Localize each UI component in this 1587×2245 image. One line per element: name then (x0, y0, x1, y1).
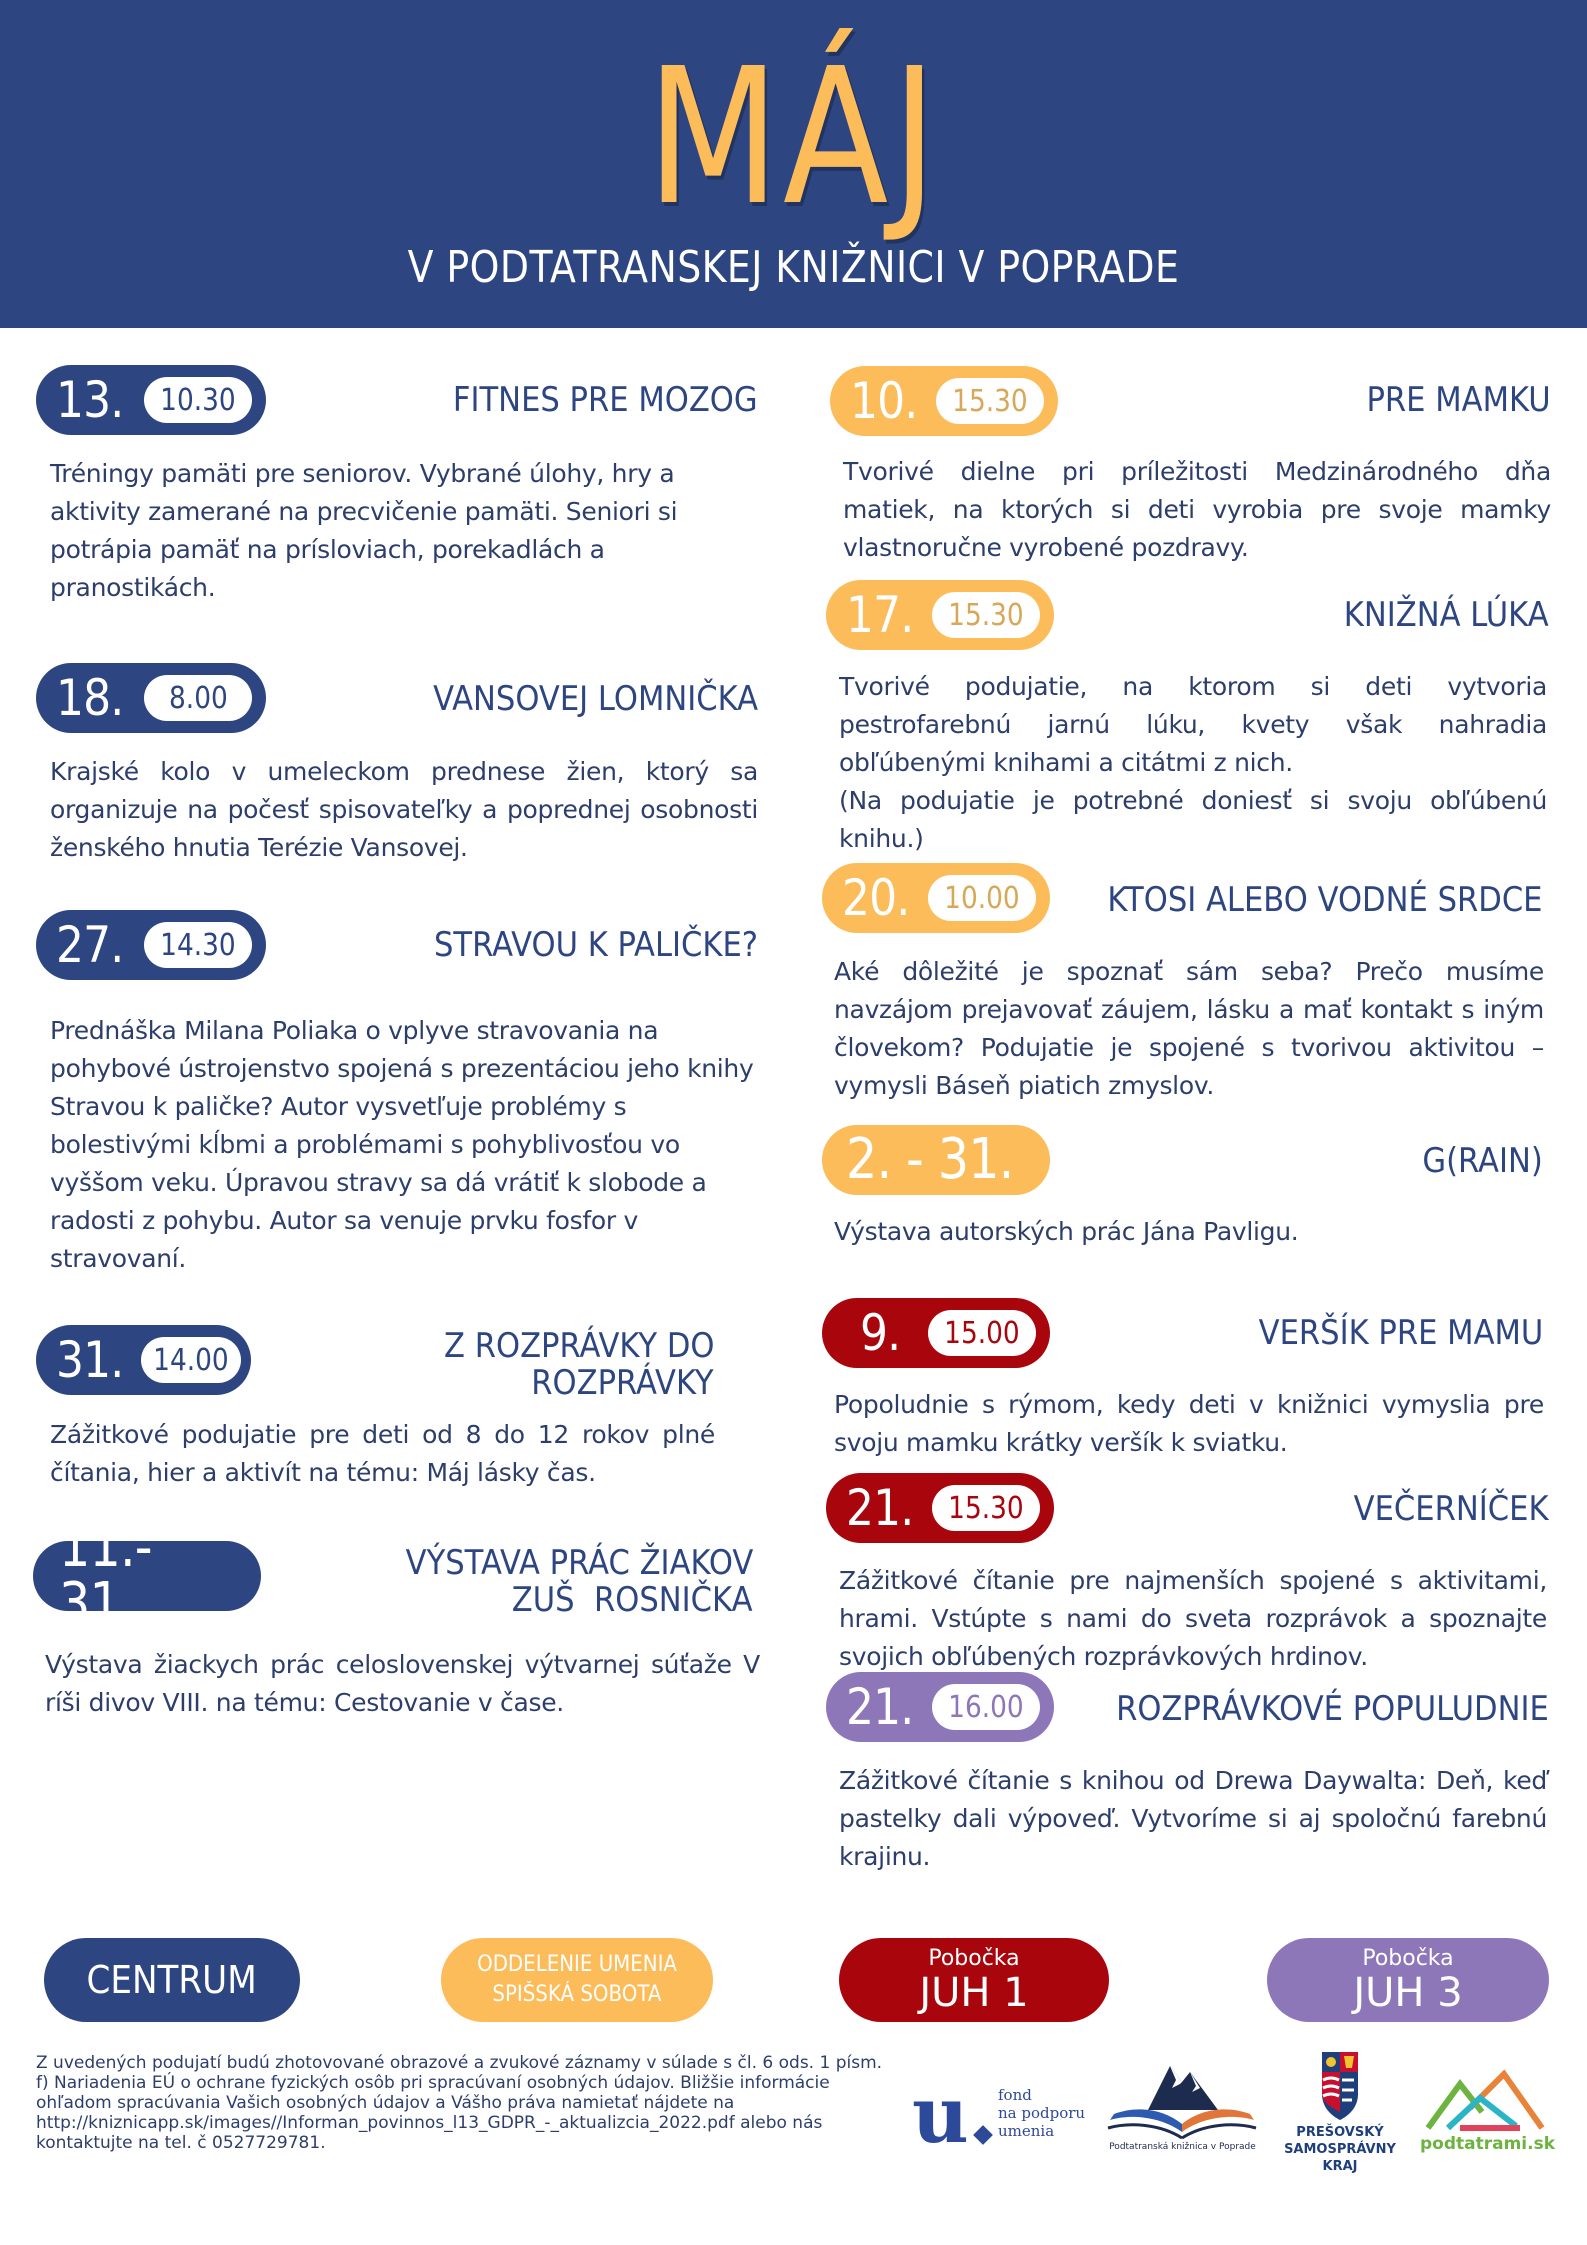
event-description: Zážitkové čítanie s knihou od Drewa Daywalta: Deň, keď pastelky dali výpoveď. Vytvoríme si aj spoločnú farebnú krajinu. (839, 1766, 1547, 1871)
date-pill (36, 910, 266, 980)
event-title-line1: Z ROZPRÁVKY DO (443, 1326, 714, 1366)
event-title: VANSOVEJ LOMNIČKA (433, 679, 758, 719)
event-title: PRE MAMKU (1366, 380, 1551, 420)
branch-centrum: CENTRUM (44, 1938, 300, 2022)
event-title: VERŠÍK PRE MAMU (1258, 1313, 1543, 1353)
event-title-line1: VÝSTAVA PRÁC ŽIAKOV (405, 1543, 753, 1583)
date-pill (822, 1125, 1050, 1195)
event-time: 15.30 (936, 378, 1044, 424)
coat-of-arms-icon (1280, 2050, 1400, 2122)
event-time: 15.30 (932, 1485, 1040, 1531)
event-description: Zážitkové podujatie pre deti od 8 do 12 rokov plné čítania, hier a aktivít na tému: Máj lásky čas. (50, 1420, 715, 1487)
event-title: KTOSI ALEBO VODNÉ SRDCE (1107, 880, 1543, 920)
event-day: 10. (850, 372, 918, 430)
event-day: 18. (56, 669, 124, 727)
event-time: 8.00 (144, 675, 252, 721)
header-banner (0, 0, 1587, 328)
event-day: 17. (846, 586, 914, 644)
podtatranska-kniznica-logo: Podtatranská knižnica v Poprade (1100, 2058, 1265, 2158)
event-description: Tréningy pamäti pre seniorov. Vybrané úlohy, hry a aktivity zamerané na precvičenie pamäti. Seniori si potrápia pamäť na prísloviach, porekadlách a pranostikách. (50, 459, 678, 602)
branch-oddelenie-umenia: ODDELENIE UMENIA SPIŠSKÁ SOBOTA (441, 1938, 713, 2022)
event-description: Krajské kolo v umeleckom prednese žien, ktorý sa organizuje na počesť spisovateľky a poprednej osobnosti ženského hnutia Terézie Vansovej. (50, 757, 758, 862)
event-day: 21. (846, 1479, 914, 1537)
event-day: 9. (860, 1304, 901, 1362)
event-title: G(RAIN) (1422, 1141, 1543, 1181)
page-subtitle: V PODTATRANSKEJ KNIŽNICI V POPRADE (407, 242, 1180, 293)
date-pill (830, 366, 1058, 436)
event-description: Zážitkové čítanie pre najmenších spojené s aktivitami, hrami. Vstúpte s nami do sveta rozprávok a spoznajte svojich obľúbených rozprávkových hrdinov. (839, 1566, 1547, 1671)
event-time: 10.00 (928, 875, 1036, 921)
event-time: 14.00 (141, 1337, 241, 1383)
event-time: 10.30 (144, 377, 252, 423)
event-day: 2. - 31. (846, 1127, 1014, 1192)
date-pill (36, 365, 266, 435)
event-day: 27. (56, 916, 124, 974)
event-title: FITNES PRE MOZOG (453, 380, 758, 420)
branch-juh-1: Pobočka JUH 1 (839, 1938, 1109, 2022)
event-time: 15.00 (928, 1310, 1036, 1356)
event-description: Prednáška Milana Poliaka o vplyve stravovania na pohybové ústrojenstvo spojená s prezentáciou jeho knihy Stravou k paličke? Autor vysvetľuje problémy s bolestivými kĺbmi a problémami s pohyblivosťou vo vyššom veku. Úpravou stravy sa dá vrátiť k slobode a radosti z pohybu. Autor sa venuje prvku fosfor v stravovaní. (50, 1016, 754, 1273)
date-pill (36, 1325, 251, 1395)
event-day: 11.- 31. (59, 1515, 152, 1636)
event-description: Tvorivé dielne pri príležitosti Medzinárodného dňa matiek, na ktorých si deti vyrobia pre svoje mamky vlastnoručne vyrobené pozdravy. (843, 457, 1551, 562)
event-description: Výstava žiackych prác celoslovenskej výtvarnej súťaže V ríši divov VIII. na tému: Cestovanie v čase. (45, 1650, 760, 1717)
gdpr-notice: Z uvedených podujatí budú zhotovované obrazové a zvukové záznamy v súlade s čl. 6 ods. 1 písm. f) Nariadenia EÚ o ochrane fyzických osôb pri spracúvaní osobných údajov. Bližšie informácie ohľadom spracúvania Vašich osobných údajov a Vášho práva namietať nájdete na http://kniznicapp.sk/images//Informan_povinnos_l13_GDPR_-_aktualizcia_2022.pdf alebo nás kontaktujte na tel. č 0527729781. (36, 2053, 883, 2153)
event-day: 21. (846, 1678, 914, 1736)
event-day: 13. (56, 371, 124, 429)
event-title: STRAVOU K PALIČKE? (433, 925, 758, 965)
event-title-line2: ROZPRÁVKY (531, 1363, 714, 1403)
event-day: 31. (56, 1331, 124, 1389)
podtatrami-mountains-icon (1420, 2068, 1550, 2134)
fpu-dot-icon (973, 2125, 993, 2145)
event-note: (Na podujatie je potrebné doniesť si svoju obľúbenú knihu.) (839, 786, 1547, 853)
event-time: 16.00 (932, 1684, 1040, 1730)
date-pill (826, 1672, 1054, 1742)
date-pill (33, 1515, 261, 1636)
date-pill (826, 1473, 1054, 1543)
event-title: ROZPRÁVKOVÉ POPULUDNIE (1116, 1689, 1549, 1729)
date-pill (822, 1298, 1050, 1368)
date-pill (822, 863, 1050, 933)
event-title-line2: ZUŠ ROSNIČKA (512, 1580, 753, 1620)
event-day: 20. (842, 869, 910, 927)
date-pill (826, 580, 1054, 650)
event-time: 14.30 (144, 922, 252, 968)
event-description: Aké dôležité je spoznať sám seba? Prečo musíme navzájom prejavovať záujem, lásku a mať kontakt s iným človekom? Podujatie je spojené s tvorivou aktivitou – vymysli Báseň piatich zmyslov. (834, 957, 1544, 1100)
event-title: VEČERNÍČEK (1354, 1489, 1549, 1529)
branch-juh-3: Pobočka JUH 3 (1267, 1938, 1549, 2022)
mountain-book-icon (1100, 2058, 1265, 2142)
fpu-u-icon: u (912, 2070, 969, 2161)
event-description: Tvorivé podujatie, na ktorom si deti vytvoria pestrofarebnú jarnú lúku, kvety však nahradia obľúbenými knihami a citátmi z nich. (Na podujatie je potrebné doniesť si svoju obľúbenú knihu.) (839, 672, 1547, 853)
event-description: Výstava autorských prác Jána Pavligu. (834, 1217, 1299, 1246)
event-description: Popoludnie s rýmom, kedy deti v knižnici vymyslia pre svoju mamku krátky veršík k sviatku. (834, 1390, 1544, 1457)
page-title: MÁJ (646, 28, 941, 247)
presovsky-samospravny-kraj-logo: PREŠOVSKÝ SAMOSPRÁVNY KRAJ (1280, 2050, 1400, 2180)
date-pill (36, 663, 266, 733)
event-title: KNIŽNÁ LÚKA (1344, 595, 1549, 635)
fond-na-podporu-umenia-logo: u fond na podporu umenia (912, 2070, 1086, 2161)
podtatrami-logo: podtatrami.sk (1420, 2068, 1550, 2168)
event-time: 15.30 (932, 592, 1040, 638)
